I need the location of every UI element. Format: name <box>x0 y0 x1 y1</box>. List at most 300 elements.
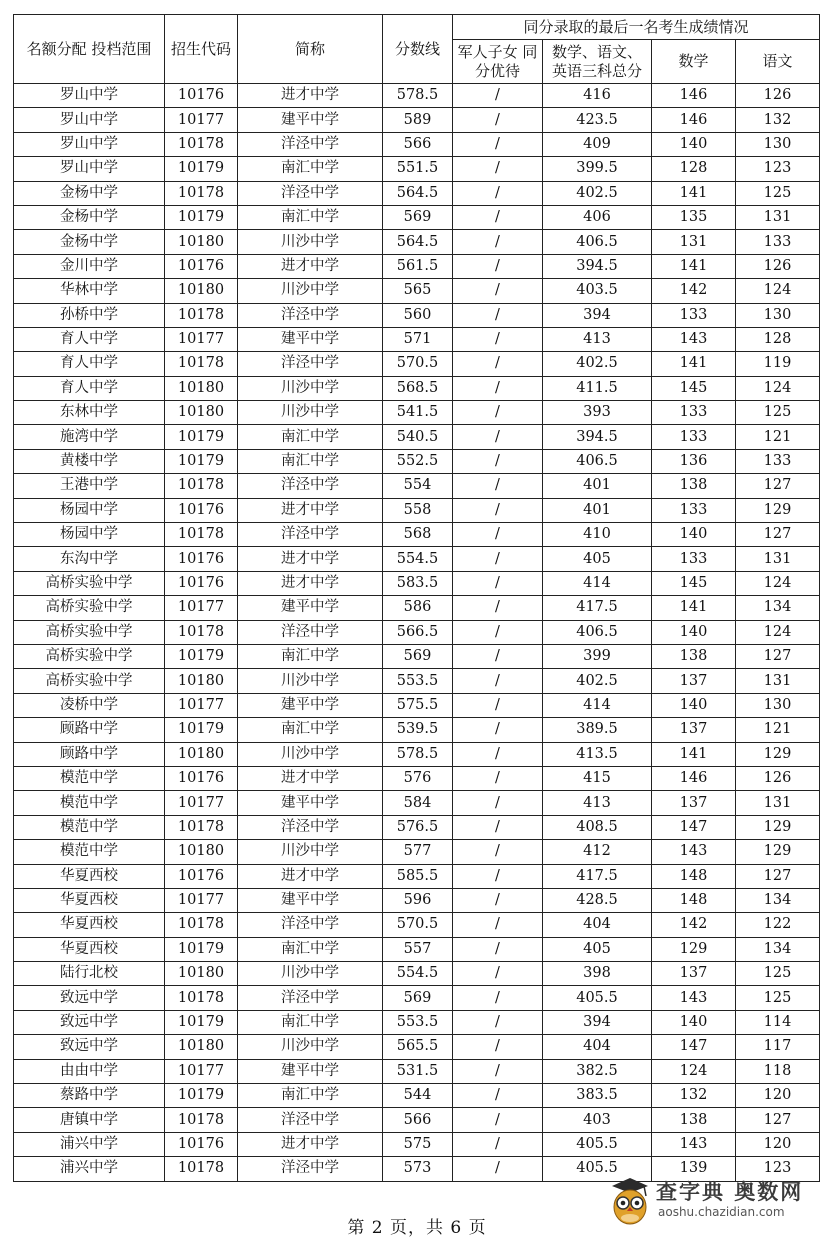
table-row <box>14 498 820 522</box>
cell-code: 10180 <box>165 230 238 254</box>
cell-code: 10177 <box>165 888 238 912</box>
cell-total3: 404 <box>543 1035 652 1059</box>
cell-military: / <box>453 157 543 181</box>
cell-total3: 399 <box>543 644 652 668</box>
table-row <box>14 791 820 815</box>
table-row <box>14 1108 820 1132</box>
cell-math: 143 <box>652 986 736 1010</box>
cell-chinese: 121 <box>736 718 820 742</box>
cell-military: / <box>453 449 543 473</box>
cell-math: 141 <box>652 742 736 766</box>
cell-total3: 383.5 <box>543 1084 652 1108</box>
cell-code: 10178 <box>165 303 238 327</box>
cell-chinese: 114 <box>736 1010 820 1034</box>
cell-military: / <box>453 254 543 278</box>
cell-short-name: 南汇中学 <box>238 425 383 449</box>
cell-short-name: 进才中学 <box>238 547 383 571</box>
table-row <box>14 620 820 644</box>
cell-short-name: 洋泾中学 <box>238 1108 383 1132</box>
cell-cutoff: 570.5 <box>383 913 453 937</box>
table-row <box>14 108 820 132</box>
table-row <box>14 669 820 693</box>
cell-chinese: 134 <box>736 937 820 961</box>
admission-score-table <box>13 14 820 1182</box>
cell-scope: 黄楼中学 <box>14 449 165 473</box>
cell-chinese: 126 <box>736 766 820 790</box>
page-number: 第 2 页，共 6 页 <box>347 1218 487 1238</box>
cell-short-name: 洋泾中学 <box>238 132 383 156</box>
cell-military: / <box>453 620 543 644</box>
cell-scope: 王港中学 <box>14 474 165 498</box>
cell-military: / <box>453 1108 543 1132</box>
cell-math: 138 <box>652 1108 736 1132</box>
cell-math: 140 <box>652 523 736 547</box>
table-row <box>14 1059 820 1083</box>
cell-math: 137 <box>652 669 736 693</box>
cell-short-name: 洋泾中学 <box>238 986 383 1010</box>
cell-math: 140 <box>652 693 736 717</box>
cell-total3: 415 <box>543 766 652 790</box>
cell-cutoff: 553.5 <box>383 1010 453 1034</box>
cell-cutoff: 573 <box>383 1157 453 1181</box>
cell-scope: 浦兴中学 <box>14 1157 165 1181</box>
cell-math: 138 <box>652 474 736 498</box>
table-row <box>14 132 820 156</box>
cell-chinese: 120 <box>736 1132 820 1156</box>
table-row <box>14 474 820 498</box>
cell-scope: 凌桥中学 <box>14 693 165 717</box>
table-row <box>14 254 820 278</box>
cell-chinese: 124 <box>736 279 820 303</box>
table-row <box>14 596 820 620</box>
cell-cutoff: 578.5 <box>383 742 453 766</box>
cell-chinese: 134 <box>736 888 820 912</box>
cell-total3: 402.5 <box>543 181 652 205</box>
cell-math: 128 <box>652 157 736 181</box>
cell-total3: 423.5 <box>543 108 652 132</box>
cell-chinese: 127 <box>736 864 820 888</box>
header-short-name: 简称 <box>238 15 383 84</box>
cell-military: / <box>453 547 543 571</box>
table-row <box>14 815 820 839</box>
table-row <box>14 352 820 376</box>
cell-military: / <box>453 523 543 547</box>
cell-math: 142 <box>652 279 736 303</box>
cell-military: / <box>453 1059 543 1083</box>
table-row <box>14 1035 820 1059</box>
cell-short-name: 建平中学 <box>238 327 383 351</box>
header-tie-group: 同分录取的最后一名考生成绩情况 <box>453 15 820 40</box>
cell-code: 10179 <box>165 1084 238 1108</box>
cell-total3: 401 <box>543 474 652 498</box>
cell-scope: 蔡路中学 <box>14 1084 165 1108</box>
cell-code: 10176 <box>165 254 238 278</box>
cell-military: / <box>453 181 543 205</box>
cell-total3: 417.5 <box>543 864 652 888</box>
cell-military: / <box>453 303 543 327</box>
cell-chinese: 131 <box>736 791 820 815</box>
cell-code: 10177 <box>165 693 238 717</box>
cell-cutoff: 544 <box>383 1084 453 1108</box>
cell-military: / <box>453 1084 543 1108</box>
cell-cutoff: 584 <box>383 791 453 815</box>
cell-total3: 405 <box>543 547 652 571</box>
cell-code: 10180 <box>165 962 238 986</box>
cell-scope: 育人中学 <box>14 376 165 400</box>
cell-math: 145 <box>652 376 736 400</box>
cell-math: 124 <box>652 1059 736 1083</box>
cell-code: 10178 <box>165 620 238 644</box>
cell-code: 10179 <box>165 644 238 668</box>
cell-total3: 410 <box>543 523 652 547</box>
cell-code: 10179 <box>165 157 238 181</box>
cell-military: / <box>453 864 543 888</box>
cell-scope: 罗山中学 <box>14 157 165 181</box>
cell-total3: 401 <box>543 498 652 522</box>
cell-math: 137 <box>652 718 736 742</box>
cell-chinese: 123 <box>736 157 820 181</box>
cell-total3: 416 <box>543 84 652 108</box>
table-row <box>14 547 820 571</box>
cell-code: 10176 <box>165 571 238 595</box>
table-row <box>14 376 820 400</box>
cell-scope: 高桥实验中学 <box>14 596 165 620</box>
header-total3: 数学、语文、 英语三科总分 <box>543 40 652 84</box>
cell-cutoff: 558 <box>383 498 453 522</box>
cell-math: 140 <box>652 1010 736 1034</box>
cell-math: 137 <box>652 962 736 986</box>
cell-total3: 404 <box>543 913 652 937</box>
cell-math: 131 <box>652 230 736 254</box>
cell-short-name: 川沙中学 <box>238 376 383 400</box>
cell-math: 140 <box>652 620 736 644</box>
cell-chinese: 132 <box>736 108 820 132</box>
cell-code: 10177 <box>165 1059 238 1083</box>
cell-math: 143 <box>652 327 736 351</box>
cell-military: / <box>453 766 543 790</box>
cell-short-name: 洋泾中学 <box>238 181 383 205</box>
cell-code: 10178 <box>165 474 238 498</box>
cell-total3: 405.5 <box>543 1157 652 1181</box>
cell-total3: 394.5 <box>543 254 652 278</box>
cell-scope: 杨园中学 <box>14 498 165 522</box>
cell-code: 10178 <box>165 986 238 1010</box>
cell-short-name: 建平中学 <box>238 108 383 132</box>
cell-code: 10177 <box>165 596 238 620</box>
cell-math: 132 <box>652 1084 736 1108</box>
cell-cutoff: 539.5 <box>383 718 453 742</box>
cell-scope: 模范中学 <box>14 840 165 864</box>
table-body <box>14 84 820 1182</box>
cell-short-name: 南汇中学 <box>238 205 383 229</box>
cell-total3: 398 <box>543 962 652 986</box>
cell-short-name: 洋泾中学 <box>238 523 383 547</box>
cell-total3: 428.5 <box>543 888 652 912</box>
cell-short-name: 洋泾中学 <box>238 352 383 376</box>
cell-code: 10179 <box>165 718 238 742</box>
cell-chinese: 125 <box>736 181 820 205</box>
cell-math: 141 <box>652 596 736 620</box>
cell-total3: 411.5 <box>543 376 652 400</box>
cell-scope: 高桥实验中学 <box>14 644 165 668</box>
cell-chinese: 124 <box>736 620 820 644</box>
cell-short-name: 建平中学 <box>238 596 383 620</box>
cell-cutoff: 583.5 <box>383 571 453 595</box>
cell-scope: 育人中学 <box>14 352 165 376</box>
cell-total3: 408.5 <box>543 815 652 839</box>
cell-scope: 东沟中学 <box>14 547 165 571</box>
cell-short-name: 进才中学 <box>238 254 383 278</box>
cell-short-name: 进才中学 <box>238 766 383 790</box>
table-row <box>14 718 820 742</box>
cell-military: / <box>453 718 543 742</box>
cell-cutoff: 557 <box>383 937 453 961</box>
cell-scope: 华夏西校 <box>14 937 165 961</box>
cell-scope: 金杨中学 <box>14 181 165 205</box>
cell-military: / <box>453 742 543 766</box>
cell-code: 10178 <box>165 1108 238 1132</box>
cell-scope: 华夏西校 <box>14 913 165 937</box>
table-row <box>14 693 820 717</box>
cell-chinese: 127 <box>736 474 820 498</box>
cell-cutoff: 541.5 <box>383 401 453 425</box>
cell-scope: 由由中学 <box>14 1059 165 1083</box>
cell-short-name: 川沙中学 <box>238 962 383 986</box>
cell-math: 146 <box>652 84 736 108</box>
cell-chinese: 126 <box>736 254 820 278</box>
cell-code: 10180 <box>165 840 238 864</box>
cell-code: 10179 <box>165 449 238 473</box>
cell-military: / <box>453 84 543 108</box>
cell-military: / <box>453 205 543 229</box>
cell-military: / <box>453 571 543 595</box>
cell-scope: 顾路中学 <box>14 742 165 766</box>
cell-military: / <box>453 352 543 376</box>
cell-short-name: 南汇中学 <box>238 1084 383 1108</box>
cell-short-name: 川沙中学 <box>238 401 383 425</box>
cell-total3: 406.5 <box>543 230 652 254</box>
cell-cutoff: 566 <box>383 1108 453 1132</box>
cell-math: 148 <box>652 864 736 888</box>
cell-scope: 金川中学 <box>14 254 165 278</box>
cell-code: 10177 <box>165 108 238 132</box>
cell-code: 10180 <box>165 742 238 766</box>
cell-code: 10176 <box>165 864 238 888</box>
cell-military: / <box>453 425 543 449</box>
header-scope: 名额分配 投档范围 <box>14 15 165 84</box>
cell-military: / <box>453 498 543 522</box>
cell-short-name: 建平中学 <box>238 888 383 912</box>
cell-chinese: 125 <box>736 962 820 986</box>
cell-cutoff: 540.5 <box>383 425 453 449</box>
cell-chinese: 122 <box>736 913 820 937</box>
cell-scope: 孙桥中学 <box>14 303 165 327</box>
cell-total3: 394.5 <box>543 425 652 449</box>
table-row <box>14 303 820 327</box>
cell-scope: 华夏西校 <box>14 888 165 912</box>
cell-military: / <box>453 1157 543 1181</box>
cell-military: / <box>453 888 543 912</box>
cell-code: 10178 <box>165 352 238 376</box>
cell-scope: 陆行北校 <box>14 962 165 986</box>
cell-code: 10176 <box>165 1132 238 1156</box>
watermark-logo <box>606 1172 828 1234</box>
cell-total3: 403 <box>543 1108 652 1132</box>
cell-total3: 412 <box>543 840 652 864</box>
cell-scope: 致远中学 <box>14 986 165 1010</box>
cell-short-name: 进才中学 <box>238 84 383 108</box>
cell-cutoff: 565 <box>383 279 453 303</box>
cell-short-name: 进才中学 <box>238 1132 383 1156</box>
cell-code: 10178 <box>165 523 238 547</box>
cell-military: / <box>453 840 543 864</box>
cell-scope: 致远中学 <box>14 1010 165 1034</box>
cell-short-name: 南汇中学 <box>238 937 383 961</box>
cell-chinese: 130 <box>736 693 820 717</box>
cell-total3: 406.5 <box>543 449 652 473</box>
header-chinese: 语文 <box>736 40 820 84</box>
header-math: 数学 <box>652 40 736 84</box>
cell-code: 10178 <box>165 181 238 205</box>
cell-military: / <box>453 669 543 693</box>
cell-total3: 382.5 <box>543 1059 652 1083</box>
cell-scope: 模范中学 <box>14 791 165 815</box>
cell-chinese: 117 <box>736 1035 820 1059</box>
cell-chinese: 131 <box>736 669 820 693</box>
cell-math: 133 <box>652 303 736 327</box>
cell-math: 138 <box>652 644 736 668</box>
cell-cutoff: 566 <box>383 132 453 156</box>
table-row <box>14 181 820 205</box>
cell-cutoff: 569 <box>383 644 453 668</box>
cell-math: 147 <box>652 1035 736 1059</box>
cell-total3: 394 <box>543 1010 652 1034</box>
cell-total3: 414 <box>543 571 652 595</box>
table-row <box>14 840 820 864</box>
table-row <box>14 1010 820 1034</box>
cell-cutoff: 575 <box>383 1132 453 1156</box>
cell-cutoff: 585.5 <box>383 864 453 888</box>
cell-total3: 393 <box>543 401 652 425</box>
cell-total3: 413 <box>543 327 652 351</box>
cell-math: 146 <box>652 766 736 790</box>
cell-cutoff: 575.5 <box>383 693 453 717</box>
cell-cutoff: 569 <box>383 986 453 1010</box>
cell-cutoff: 564.5 <box>383 181 453 205</box>
cell-short-name: 川沙中学 <box>238 742 383 766</box>
cell-short-name: 南汇中学 <box>238 449 383 473</box>
cell-total3: 406 <box>543 205 652 229</box>
cell-code: 10176 <box>165 84 238 108</box>
cell-military: / <box>453 376 543 400</box>
cell-short-name: 建平中学 <box>238 1059 383 1083</box>
cell-cutoff: 569 <box>383 205 453 229</box>
cell-military: / <box>453 913 543 937</box>
table-row <box>14 913 820 937</box>
watermark-url: aoshu.chazidian.com <box>658 1205 785 1219</box>
cell-scope: 浦兴中学 <box>14 1132 165 1156</box>
cell-chinese: 125 <box>736 401 820 425</box>
cell-short-name: 川沙中学 <box>238 230 383 254</box>
cell-math: 135 <box>652 205 736 229</box>
cell-military: / <box>453 962 543 986</box>
cell-chinese: 131 <box>736 205 820 229</box>
cell-military: / <box>453 108 543 132</box>
cell-math: 146 <box>652 108 736 132</box>
cell-math: 139 <box>652 1157 736 1181</box>
cell-chinese: 126 <box>736 84 820 108</box>
cell-code: 10179 <box>165 205 238 229</box>
cell-short-name: 川沙中学 <box>238 669 383 693</box>
table-row <box>14 84 820 108</box>
cell-total3: 417.5 <box>543 596 652 620</box>
cell-total3: 405.5 <box>543 1132 652 1156</box>
cell-cutoff: 566.5 <box>383 620 453 644</box>
cell-math: 142 <box>652 913 736 937</box>
cell-chinese: 130 <box>736 132 820 156</box>
cell-military: / <box>453 986 543 1010</box>
cell-math: 148 <box>652 888 736 912</box>
cell-short-name: 洋泾中学 <box>238 620 383 644</box>
cell-math: 137 <box>652 791 736 815</box>
header-military: 军人子女 同分优待 <box>453 40 543 84</box>
table-row <box>14 986 820 1010</box>
table-row <box>14 401 820 425</box>
cell-military: / <box>453 596 543 620</box>
cell-chinese: 130 <box>736 303 820 327</box>
cell-military: / <box>453 1010 543 1034</box>
cell-chinese: 131 <box>736 547 820 571</box>
cell-cutoff: 531.5 <box>383 1059 453 1083</box>
header-code: 招生代码 <box>165 15 238 84</box>
cell-cutoff: 552.5 <box>383 449 453 473</box>
table-row <box>14 523 820 547</box>
cell-code: 10180 <box>165 1035 238 1059</box>
cell-cutoff: 570.5 <box>383 352 453 376</box>
cell-total3: 413.5 <box>543 742 652 766</box>
cell-scope: 金杨中学 <box>14 230 165 254</box>
table-row <box>14 157 820 181</box>
cell-cutoff: 554.5 <box>383 547 453 571</box>
cell-total3: 402.5 <box>543 352 652 376</box>
cell-math: 143 <box>652 1132 736 1156</box>
cell-scope: 施湾中学 <box>14 425 165 449</box>
cell-code: 10177 <box>165 791 238 815</box>
cell-math: 147 <box>652 815 736 839</box>
cell-cutoff: 565.5 <box>383 1035 453 1059</box>
cell-math: 143 <box>652 840 736 864</box>
owl-mascot-icon <box>608 1174 652 1228</box>
cell-chinese: 120 <box>736 1084 820 1108</box>
cell-chinese: 133 <box>736 449 820 473</box>
cell-chinese: 127 <box>736 523 820 547</box>
cell-chinese: 129 <box>736 742 820 766</box>
cell-cutoff: 576 <box>383 766 453 790</box>
cell-cutoff: 586 <box>383 596 453 620</box>
cell-total3: 405.5 <box>543 986 652 1010</box>
table-row <box>14 327 820 351</box>
cell-short-name: 进才中学 <box>238 571 383 595</box>
table-row <box>14 937 820 961</box>
table-row <box>14 742 820 766</box>
cell-cutoff: 561.5 <box>383 254 453 278</box>
cell-total3: 414 <box>543 693 652 717</box>
cell-scope: 高桥实验中学 <box>14 620 165 644</box>
cell-chinese: 129 <box>736 498 820 522</box>
cell-chinese: 119 <box>736 352 820 376</box>
cell-scope: 唐镇中学 <box>14 1108 165 1132</box>
cell-military: / <box>453 693 543 717</box>
